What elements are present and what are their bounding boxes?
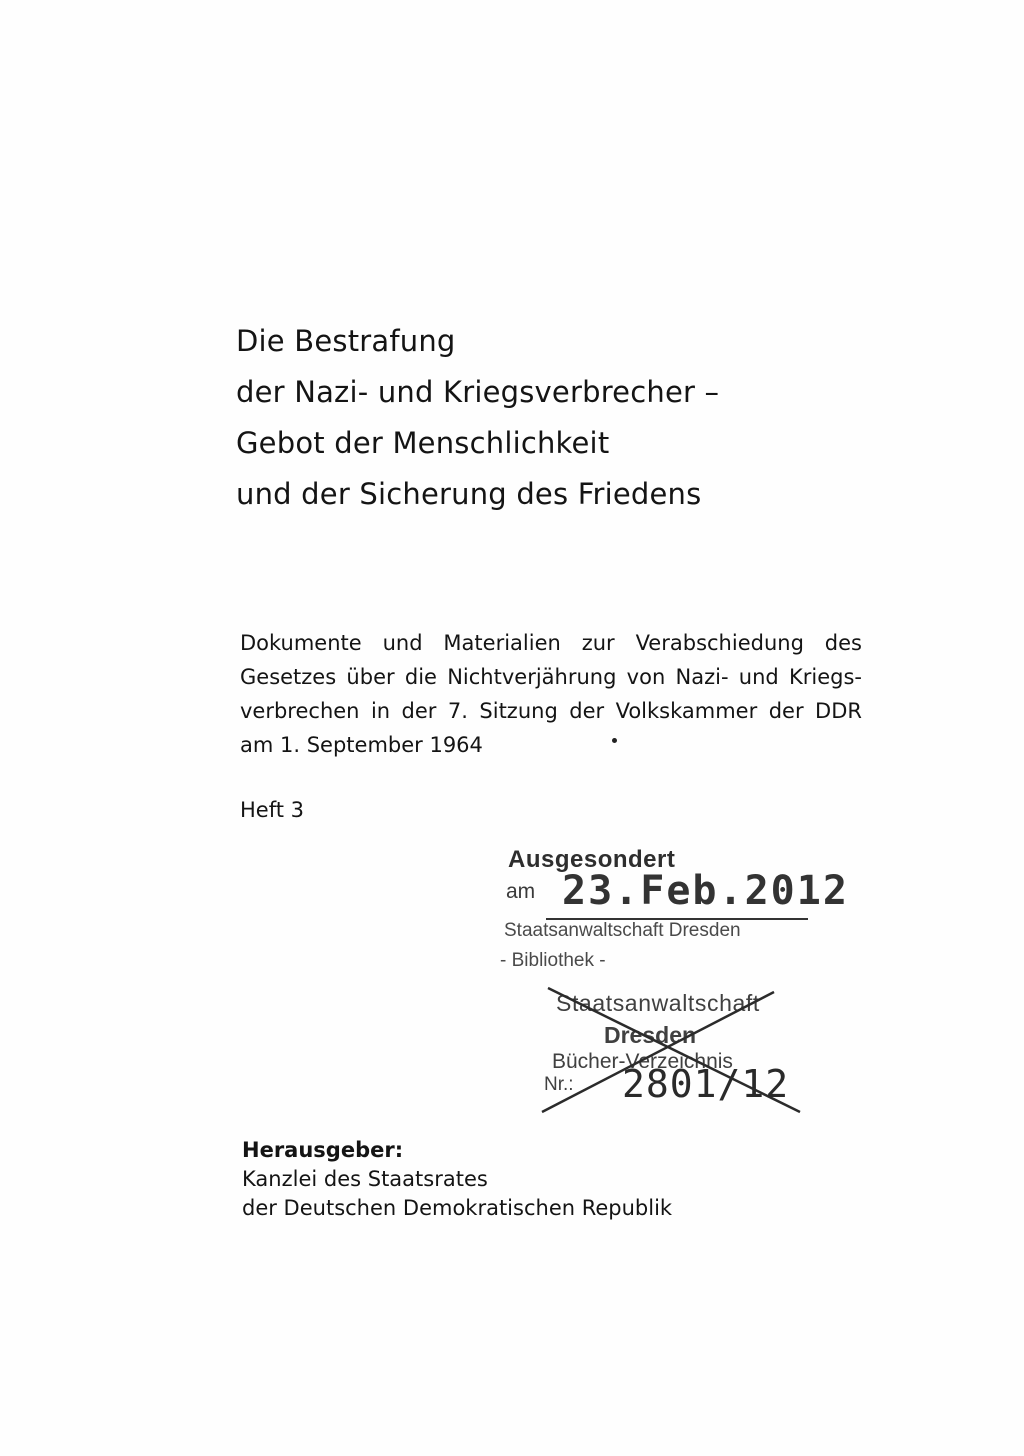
ink-speck bbox=[612, 738, 617, 743]
register-stamp bbox=[538, 984, 828, 1120]
stamp-date: 23.Feb.2012 bbox=[562, 868, 849, 914]
title-line-3: Gebot der Menschlichkeit bbox=[236, 426, 610, 460]
publisher-block bbox=[242, 1136, 762, 1223]
document-subtitle bbox=[240, 626, 862, 762]
cross-line-1 bbox=[548, 988, 800, 1112]
subtitle-line-2: Gesetzes über die Nichtverjährung von Nazi- und Kriegs- bbox=[240, 665, 862, 689]
title-line-4: und der Sicherung des Friedens bbox=[236, 477, 702, 511]
publisher-line-2: der Deutschen Demokratischen Republik bbox=[242, 1196, 673, 1220]
cross-line-2 bbox=[542, 992, 774, 1112]
publisher-label: Herausgeber: bbox=[242, 1138, 404, 1162]
stamp-am-label: am bbox=[506, 880, 536, 903]
register-label: Bücher-Verzeichnis bbox=[552, 1050, 733, 1073]
issue-number: Heft 3 bbox=[240, 798, 305, 822]
stamp-office: Staatsanwaltschaft Dresden bbox=[504, 920, 741, 941]
title-line-2: der Nazi- und Kriegsverbrecher – bbox=[236, 375, 720, 409]
subtitle-line-3: verbrechen in der 7. Sitzung der Volkskammer der DDR bbox=[240, 699, 862, 723]
register-office: Staatsanwaltschaft bbox=[556, 990, 760, 1016]
subtitle-line-1: Dokumente und Materialien zur Verabschiedung des bbox=[240, 631, 862, 655]
stamp-library: - Bibliothek - bbox=[500, 950, 606, 971]
register-number: 2801/12 bbox=[622, 1062, 790, 1106]
publisher-line-1: Kanzlei des Staatsrates bbox=[242, 1167, 488, 1191]
subtitle-line-4: am 1. September 1964 bbox=[240, 733, 483, 757]
document-title bbox=[236, 316, 856, 520]
title-line-1: Die Bestrafung bbox=[236, 324, 456, 358]
stamp-heading: Ausgesondert bbox=[508, 846, 676, 873]
cross-out-mark bbox=[538, 984, 828, 1120]
discarded-stamp bbox=[496, 846, 849, 976]
register-nr-label: Nr.: bbox=[544, 1074, 574, 1095]
register-city: Dresden bbox=[604, 1022, 697, 1048]
